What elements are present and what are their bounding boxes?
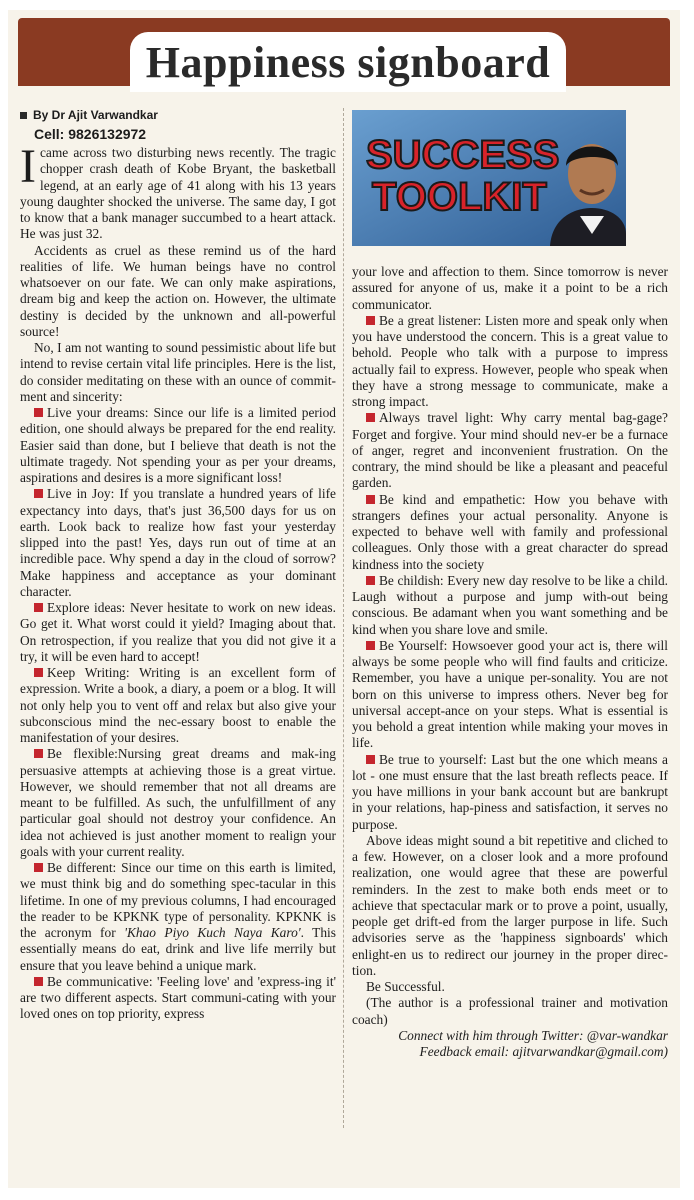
tip-paragraph [20, 405, 336, 486]
tip-text: . This essentially means do eat, drink and live life merrily but ensure that you leave behind a unique mark. [20, 925, 336, 973]
red-bullet-icon [34, 408, 43, 417]
tip-italic-text: 'Khao Piyo Kuch Naya Karo' [124, 925, 301, 940]
tip-text: Live your dreams: Since our life is a limited period edition, one should always be prepared for the end reality. Easier said than done, but I believe that death is not the ultimate tragedy. Not spending your as per your dreams, aspirations and desires is a more significant loss! [20, 405, 336, 485]
toolkit-art [352, 110, 626, 246]
paragraph: No, I am not wanting to sound pessimistic about life but intend to revise certain vital life principles. Here is the list, do consider meditating on these with an ounce of commit-ment and sincerity: [20, 340, 336, 404]
contact-info: Connect with him through Twitter: @var-wandkar Feedback email: ajitvarwandkar@gmail.com) [398, 1027, 668, 1059]
tip-paragraph [20, 974, 336, 1023]
success-toolkit-graphic [352, 110, 626, 246]
column-divider [343, 108, 344, 1128]
red-bullet-icon [34, 603, 43, 612]
graphic-line2: TOOLKIT [372, 175, 547, 219]
tip-paragraph [20, 746, 336, 860]
tip-paragraph [352, 638, 668, 752]
red-bullet-icon [34, 977, 43, 986]
headline-plate [130, 32, 566, 92]
byline-text: By Dr Ajit Varwandkar [33, 108, 158, 122]
cell-number: Cell: 9826132972 [34, 126, 147, 142]
red-bullet-icon [366, 495, 375, 504]
author-note: (The author is a professional trainer and motivation coach) [352, 995, 668, 1027]
tip-paragraph [20, 486, 336, 600]
tip-text: Always travel light: Why carry mental bag-gage? Forget and forgive. Your mind should nev-er be a furnace of anger, regret and inconvenient frustration. On the contrary, the mind should be like a pleasant and peaceful garden. [352, 410, 668, 491]
paragraph: Accidents as cruel as these remind us of the hard realities of life. We human beings have no control whatsoever on our fate. We can only make aspirations, dream big and keep the action on. However, the ultimate destiny is decided by the unknown and all-powerful source! [20, 242, 336, 339]
paragraph: Above ideas might sound a bit repetitive and cliched to a few. However, on a closer look and a more profound realization, one would agree that these are powerful reminders. In the zest to make both ends meet or to achieve that spectacular mark or to prove a point, usually, people get drift-ed from the larger purpose in life. Such advisories serve as the 'happiness signboards' which enlight-en us to redirect our journey in the proper direc-tion. [352, 832, 668, 978]
tip-text: Live in Joy: If you translate a hundred years of life expectancy into days, that's just 36,500 days for us on earth. Look back to realize how fast your yesterday slipped into the past! Yes, days run out of time at an incredible pace. Why spend a day in the cloud of sorrow? Make happiness and acceptance as your dominant character. [20, 486, 336, 599]
tip-paragraph [352, 410, 668, 491]
tip-text: Be kind and empathetic: How you behave with strangers defines your actual personality. Anyone is expected to behave well with family and professional colleagues. Only those with a great character do spread kindness into the society [352, 491, 668, 572]
red-bullet-icon [366, 755, 375, 764]
tip-paragraph [352, 752, 668, 833]
red-bullet-icon [366, 576, 375, 585]
closing-line: Be Successful. [366, 979, 445, 994]
byline [20, 108, 336, 123]
tip-paragraph [20, 665, 336, 746]
tip-paragraph [20, 600, 336, 665]
left-column [20, 108, 336, 1023]
tip-text: Be different: Since our time on this earth is limited, we must think big and do something spec-tacular in this lifetime. In one of my previous columns, I had encouraged the reader to be KPKNK type of personality. KPKNK is the acronym for [20, 860, 336, 940]
tip-paragraph [352, 492, 668, 573]
red-bullet-icon [34, 863, 43, 872]
tip-text: Be a great listener: Listen more and speak only when you have understood the concern. This is a great value to behold. People who talk with a purpose to impress actually fail to express. However, people who speak when they have a strong message to communicate, make a strong impact. [352, 312, 668, 409]
tip-text: Be childish: Every new day resolve to be like a child. Laugh without a purpose and jump with-out being conscious. Be adamant when you want something and be kind when you share love and smile. [352, 572, 668, 637]
intro-paragraph [20, 140, 336, 243]
right-column [352, 264, 668, 1060]
tip-text: Keep Writing: Writing is an excellent form of expression. Write a book, a diary, a poem or a blog. It will not only help you to vent off and relax but also give your subconscious mind the nec-essary boost to enable the manifestation of your desires. [20, 665, 336, 745]
byline-square-icon [20, 112, 27, 119]
drop-cap: I [20, 140, 36, 193]
tip-text: Be true to yourself: Last but the one which means a lot - one must ensure that the last breath reflects peace. If you have millions in your bank account but are bankrupt in your relations, hap-piness and satisfaction, it serves no purpose. [352, 751, 668, 832]
tip-paragraph [352, 313, 668, 411]
tip-text: Be communicative: 'Feeling love' and 'express-ing it' are two different aspects. Start communi-cating with your loved ones on top priority, express [20, 973, 336, 1022]
tip-text: Be Yourself: Howsoever good your act is, there will always be some people who will find faults and criticize. Remember, you have a unique per-sonality. You are not born on this universe to impress others. Never beg for universal accept-ance on your steps. What is essential is you behold a great intention while making your moves in life. [352, 637, 668, 751]
headline: Happiness signboard [145, 37, 551, 87]
red-bullet-icon [34, 668, 43, 677]
intro-text: came across two disturbing news recently. The tragic chopper crash death of Kobe Bryant, the basketball legend, at an early age of 41 along with his 13 years young daughter shocked the universe. The same day, I got to know that a bank manager succumbed to a heart attack. He was just 32. [20, 145, 336, 242]
red-bullet-icon [34, 749, 43, 758]
tip-paragraph [352, 573, 668, 638]
red-bullet-icon [366, 641, 375, 650]
tip-paragraph [20, 860, 336, 974]
graphic-line1: SUCCESS [366, 133, 560, 177]
tip-text: Be flexible:Nursing great dreams and mak-ing persuasive attempts at achieving those is a great virtue. However, we should remember that not all dreams are meant to be fulfilled. As such, the unfulfillment of any particular goal should not destroy your confidence. An idea not achieved is just another moment to realign your goals with your current reality. [20, 746, 336, 859]
paragraph: your love and affection to them. Since tomorrow is never assured for anyone of us, make it a point to be a rich communicator. [352, 264, 668, 312]
red-bullet-icon [366, 316, 375, 325]
red-bullet-icon [34, 489, 43, 498]
red-bullet-icon [366, 413, 375, 422]
headline-banner [18, 18, 670, 86]
tip-text: Explore ideas: Never hesitate to work on new ideas. Go get it. What worst could it yield? Imaging about that. On retrospection, if you realize that you did not give it a try, it will be even hard to accept! [20, 600, 336, 664]
